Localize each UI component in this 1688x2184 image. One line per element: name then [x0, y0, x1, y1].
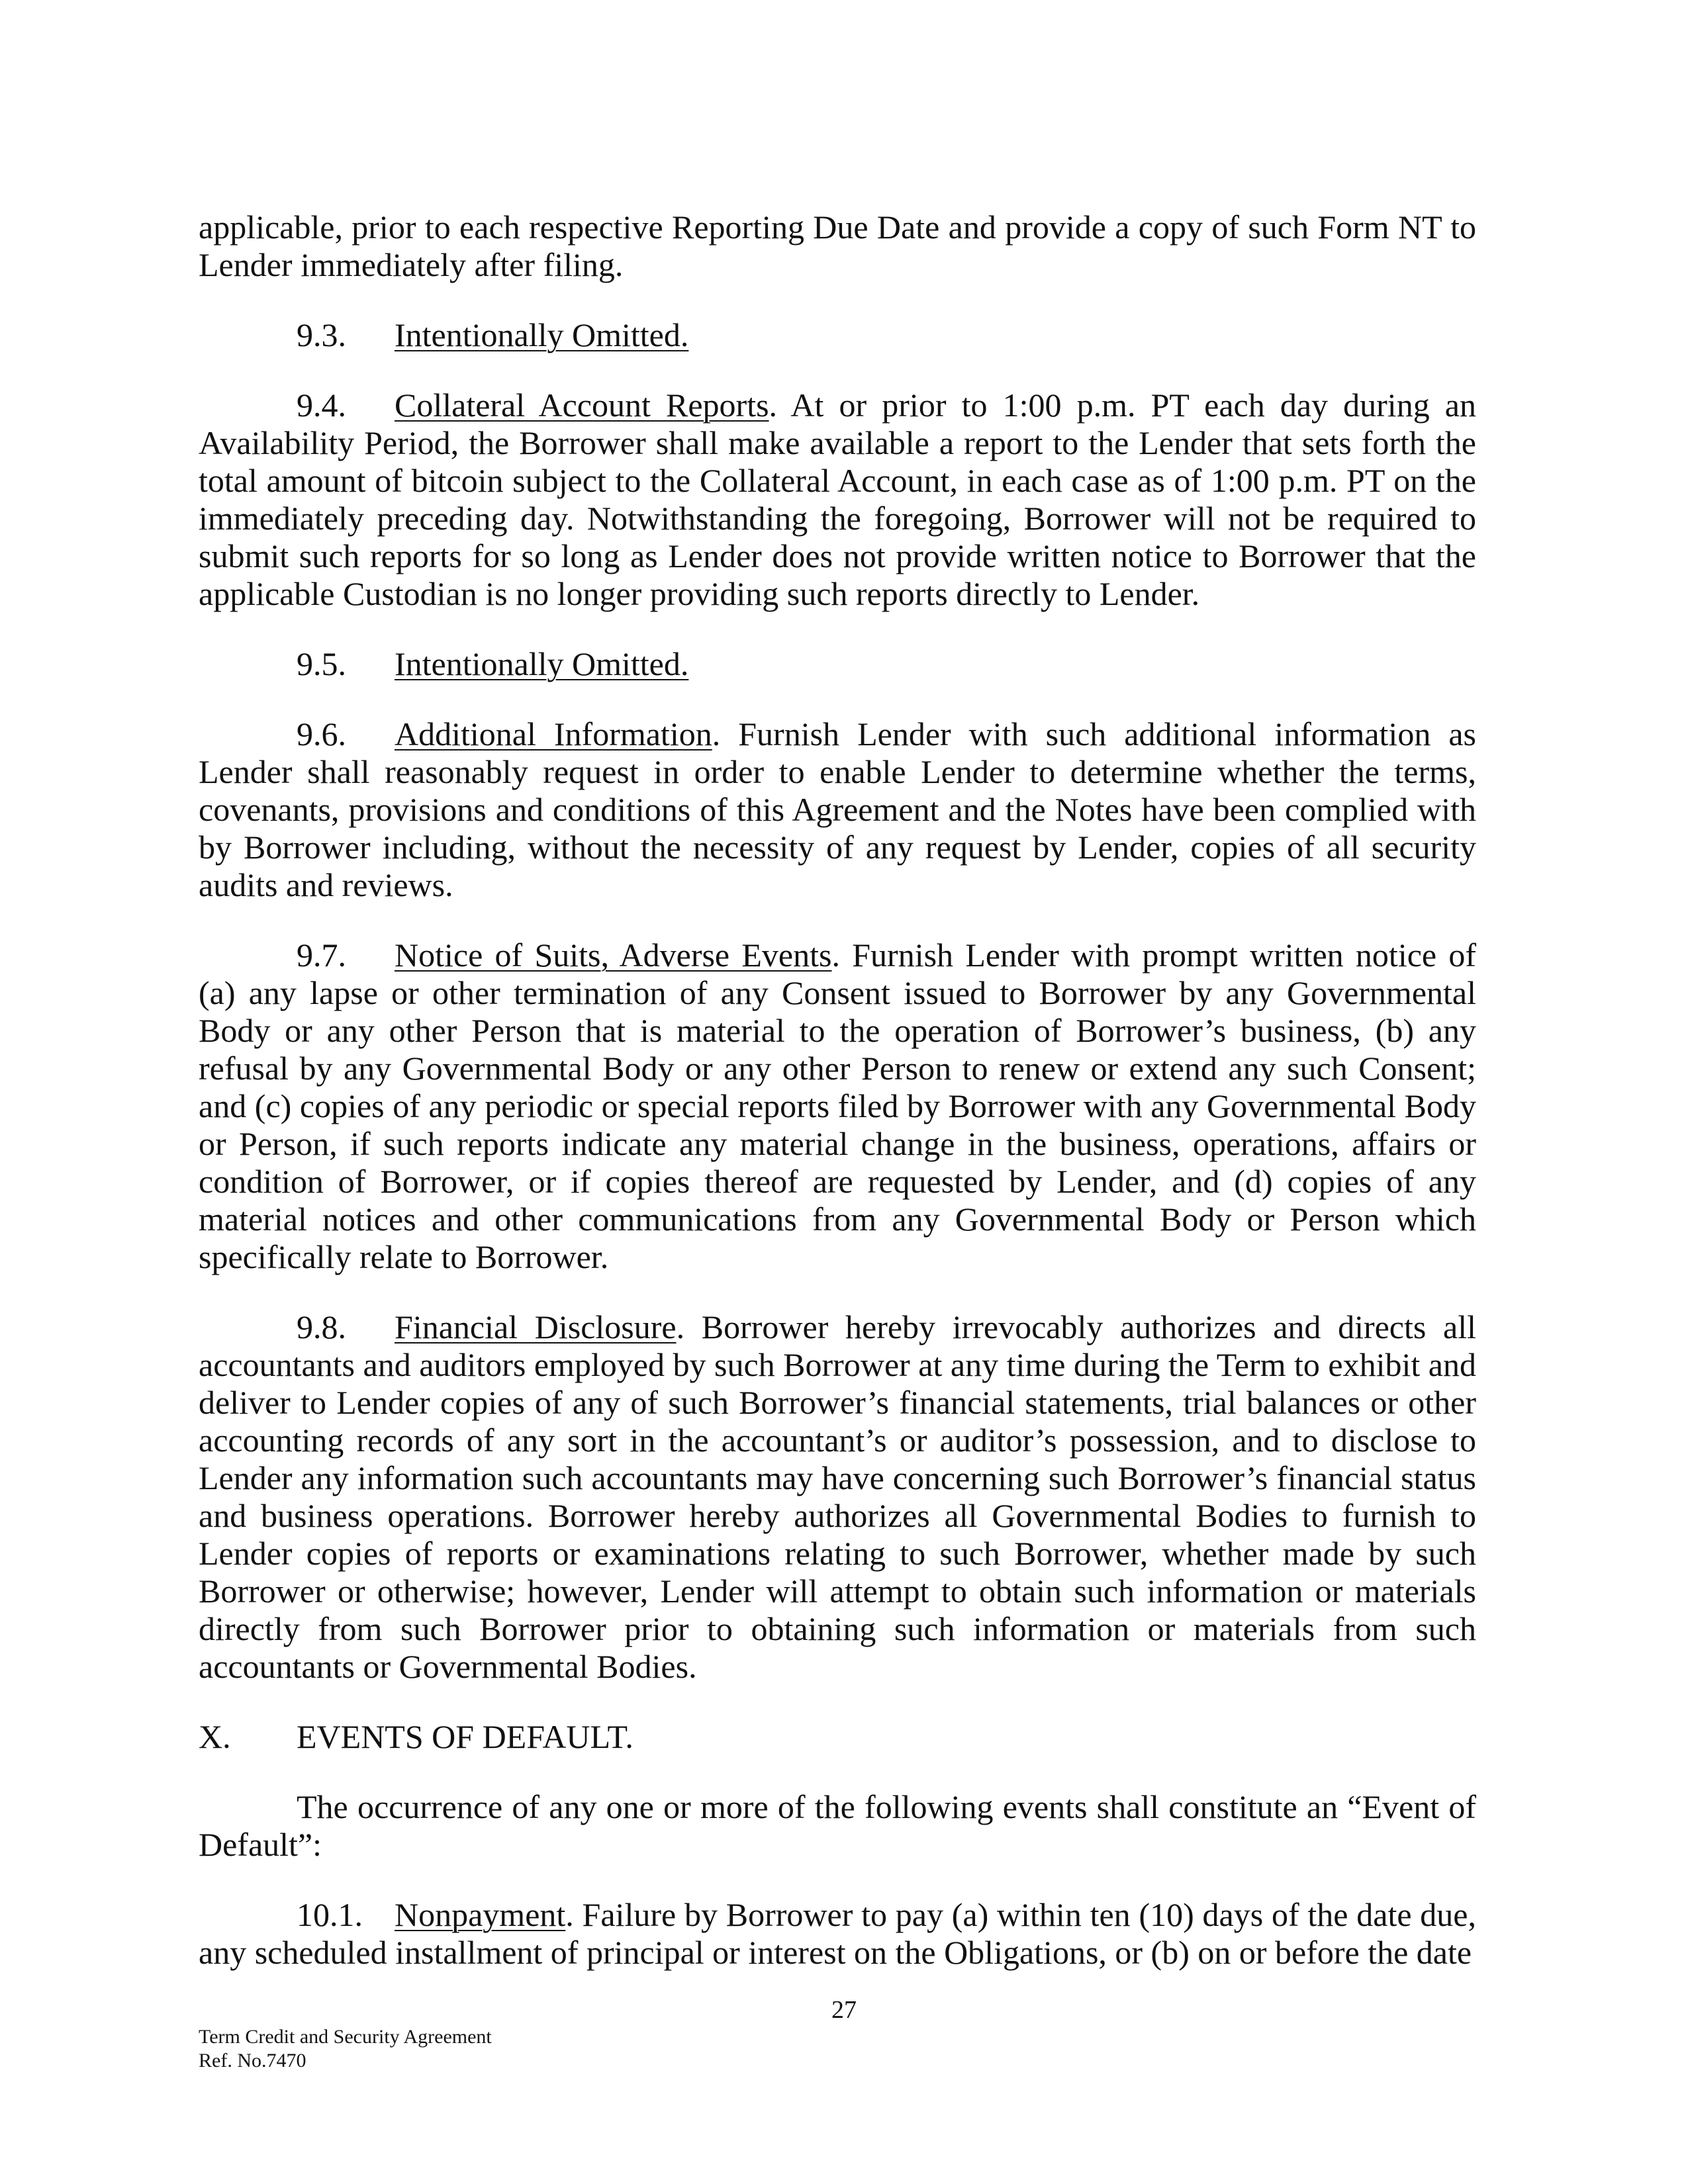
section-heading: Collateral Account Reports: [395, 387, 769, 424]
section-heading: Nonpayment: [395, 1896, 566, 1933]
section-9-5: [199, 645, 1476, 683]
section-heading: Financial Disclosure: [395, 1308, 677, 1345]
section-number: 9.6.: [297, 715, 346, 752]
section-9-6: [199, 715, 1476, 904]
section-number: 10.1.: [297, 1896, 363, 1933]
section-heading: Intentionally Omitted.: [395, 316, 689, 353]
section-number: 9.7.: [297, 936, 346, 974]
section-10-1: [199, 1896, 1476, 1972]
section-body: . Furnish Lender with such additional information as Lender shall reasonably request in order to enable Lender to determine whether the terms, covenants, provisions and conditions of this Agreement and the Notes have been complied with by Borrower including, without the necessity of any request by Lender, copies of all security audits and reviews.: [199, 715, 1476, 903]
article-number: X.: [199, 1718, 231, 1755]
section-heading: Notice of Suits, Adverse Events: [395, 936, 832, 974]
section-number: 9.5.: [297, 645, 346, 682]
section-body: . Borrower hereby irrevocably authorizes and directs all accountants and auditors employed by such Borrower at any time during the Term to exhibit and deliver to Lender copies of any of such Borrower’s financial statements, trial balances or other accounting records of any sort in the accountant’s or auditor’s possession, and to disclose to Lender any information such accountants may have concerning such Borrower’s financial status and business operations. Borrower hereby authorizes all Governmental Bodies to furnish to Lender copies of reports or examinations relating to such Borrower, whether made by such Borrower or otherwise; however, Lender will attempt to obtain such information or materials directly from such Borrower prior to obtaining such information or materials from such accountants or Governmental Bodies.: [199, 1308, 1476, 1685]
footer: [199, 2025, 492, 2073]
page-number: 27: [831, 1996, 857, 2024]
section-heading: Intentionally Omitted.: [395, 645, 689, 682]
footer-reference-number: Ref. No.7470: [199, 2050, 306, 2071]
section-heading: Additional Information: [395, 715, 712, 752]
section-body: . Failure by Borrower to pay (a) within ten (10) days of the date due, any scheduled installment of principal or interest on the Obligations, or (b) on or before the date: [199, 1896, 1476, 1971]
article-title: EVENTS OF DEFAULT.: [297, 1718, 633, 1755]
continuation-paragraph: applicable, prior to each respective Reporting Due Date and provide a copy of such Form NT to Lender immediately after filing.: [199, 208, 1476, 283]
article-intro: The occurrence of any one or more of the following events shall constitute an “Event of Default”:: [199, 1788, 1476, 1863]
section-9-8: [199, 1308, 1476, 1686]
section-body: . Furnish Lender with prompt written notice of (a) any lapse or other termination of any Consent issued to Borrower by any Governmental Body or any other Person that is material to the operation of Borrower’s business, (b) any refusal by any Governmental Body or any other Person to renew or extend any such Consent; and (c) copies of any periodic or special reports filed by Borrower with any Governmental Body or Person, if such reports indicate any material change in the business, operations, affairs or condition of Borrower, or if copies thereof are requested by Lender, and (d) copies of any material notices and other communications from any Governmental Body or Person which specifically relate to Borrower.: [199, 936, 1477, 1275]
footer-document-title: Term Credit and Security Agreement: [199, 2026, 492, 2048]
section-number: 9.8.: [297, 1308, 346, 1345]
section-9-4: [199, 387, 1476, 613]
section-number: 9.4.: [297, 387, 346, 424]
article-heading: [199, 1718, 1476, 1756]
document-page: [199, 208, 1476, 2004]
section-number: 9.3.: [297, 316, 346, 353]
section-9-7: [199, 936, 1476, 1276]
section-9-3: [199, 316, 1476, 354]
section-body: . At or prior to 1:00 p.m. PT each day during an Availability Period, the Borrower shall make available a report to the Lender that sets forth the total amount of bitcoin subject to the Collateral Account, in each case as of 1:00 p.m. PT on the immediately preceding day. Notwithstanding the foregoing, Borrower will not be required to submit such reports for so long as Lender does not provide written notice to Borrower that the applicable Custodian is no longer providing such reports directly to Lender.: [199, 387, 1476, 612]
